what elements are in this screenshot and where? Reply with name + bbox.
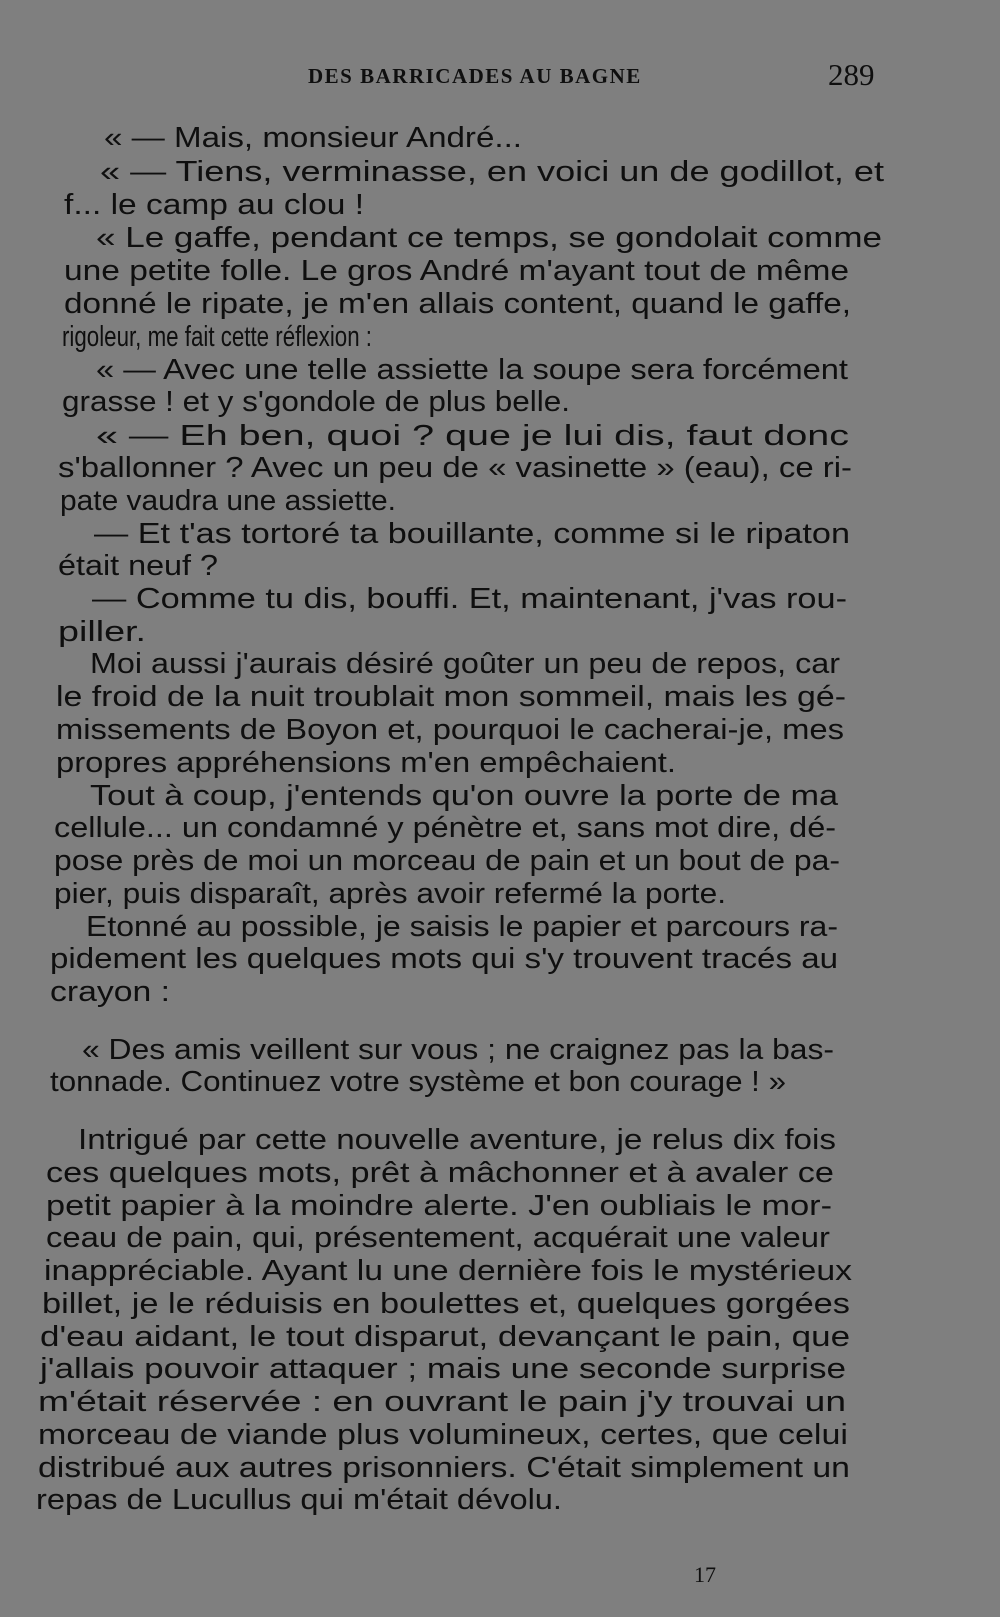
text-line: missements de Boyon et, pourquoi le cacherai-je, mes [56, 714, 844, 746]
text-line: « — Eh ben, quoi ? que je lui dis, faut donc [96, 420, 850, 452]
text-line: morceau de viande plus volumineux, certes, que celui [38, 1419, 848, 1451]
signature-mark: 17 [694, 1562, 716, 1587]
text-line: pose près de moi un morceau de pain et un bout de pa- [54, 845, 840, 877]
text-line: piller. [58, 616, 147, 648]
text-line: le froid de la nuit troublait mon sommeil, mais les gé- [56, 681, 846, 713]
text-line: crayon : [50, 976, 170, 1008]
text-line: repas de Lucullus qui m'était dévolu. [36, 1484, 562, 1516]
text-line: cellule... un condamné y pénètre et, sans mot dire, dé- [54, 812, 837, 844]
text-line: billet, je le réduisis en boulettes et, quelques gorgées [42, 1288, 850, 1320]
text-line: grasse ! et y s'gondole de plus belle. [62, 386, 571, 418]
page-number: 289 [828, 57, 875, 92]
text-line: pate vaudra une assiette. [60, 485, 397, 517]
text-line: s'ballonner ? Avec un peu de « vasinette » (eau), ce ri- [58, 452, 853, 484]
text-line: — Et t'as tortoré ta bouillante, comme si le ripaton [94, 518, 850, 550]
text-line: tonnade. Continuez votre système et bon courage ! » [50, 1066, 786, 1098]
text-line: inappréciable. Ayant lu une dernière fois le mystérieux [44, 1255, 852, 1287]
text-line: pidement les quelques mots qui s'y trouvent tracés au [50, 943, 839, 975]
text-line: rigoleur, me fait cette réflexion : [62, 321, 373, 353]
text-line: petit papier à la moindre alerte. J'en oubliais le mor- [46, 1190, 832, 1222]
text-line: Etonné au possible, je saisis le papier et parcours ra- [86, 911, 839, 943]
running-title: DES BARRICADES AU BAGNE [308, 64, 642, 88]
text-line: d'eau aidant, le tout disparut, devançant le pain, que [40, 1321, 851, 1353]
text-line: f... le camp au clou ! [64, 189, 365, 221]
text-line: Intrigué par cette nouvelle aventure, je relus dix fois [78, 1124, 836, 1156]
text-line: ceau de pain, qui, présentement, acquérait une valeur [46, 1222, 830, 1254]
text-line: Moi aussi j'aurais désiré goûter un peu de repos, car [90, 648, 840, 680]
text-line: « — Tiens, verminasse, en voici un de godillot, et [100, 156, 884, 188]
text-line: ces quelques mots, prêt à mâchonner et à avaler ce [46, 1157, 834, 1189]
text-line: distribué aux autres prisonniers. C'était simplement un [38, 1452, 850, 1484]
text-line: « Le gaffe, pendant ce temps, se gondolait comme [96, 222, 883, 254]
text-line: une petite folle. Le gros André m'ayant tout de même [64, 255, 850, 287]
text-line: « Des amis veillent sur vous ; ne craignez pas la bas- [82, 1034, 835, 1066]
text-line: m'était réservée : en ouvrant le pain j'y trouvai un [38, 1386, 847, 1418]
text-line: « — Mais, monsieur André... [104, 122, 522, 154]
text-line: était neuf ? [58, 550, 218, 582]
text-line: j'allais pouvoir attaquer ; mais une seconde surprise [40, 1353, 847, 1385]
text-line: Tout à coup, j'entends qu'on ouvre la porte de ma [90, 780, 839, 812]
text-line: — Comme tu dis, bouffi. Et, maintenant, j'vas rou- [92, 583, 847, 615]
text-line: « — Avec une telle assiette la soupe sera forcément [96, 354, 848, 386]
text-line: donné le ripate, je m'en allais content, quand le gaffe, [64, 288, 851, 320]
text-line: propres appréhensions m'en empêchaient. [56, 747, 676, 779]
text-line: pier, puis disparaît, après avoir refermé la porte. [54, 878, 726, 910]
